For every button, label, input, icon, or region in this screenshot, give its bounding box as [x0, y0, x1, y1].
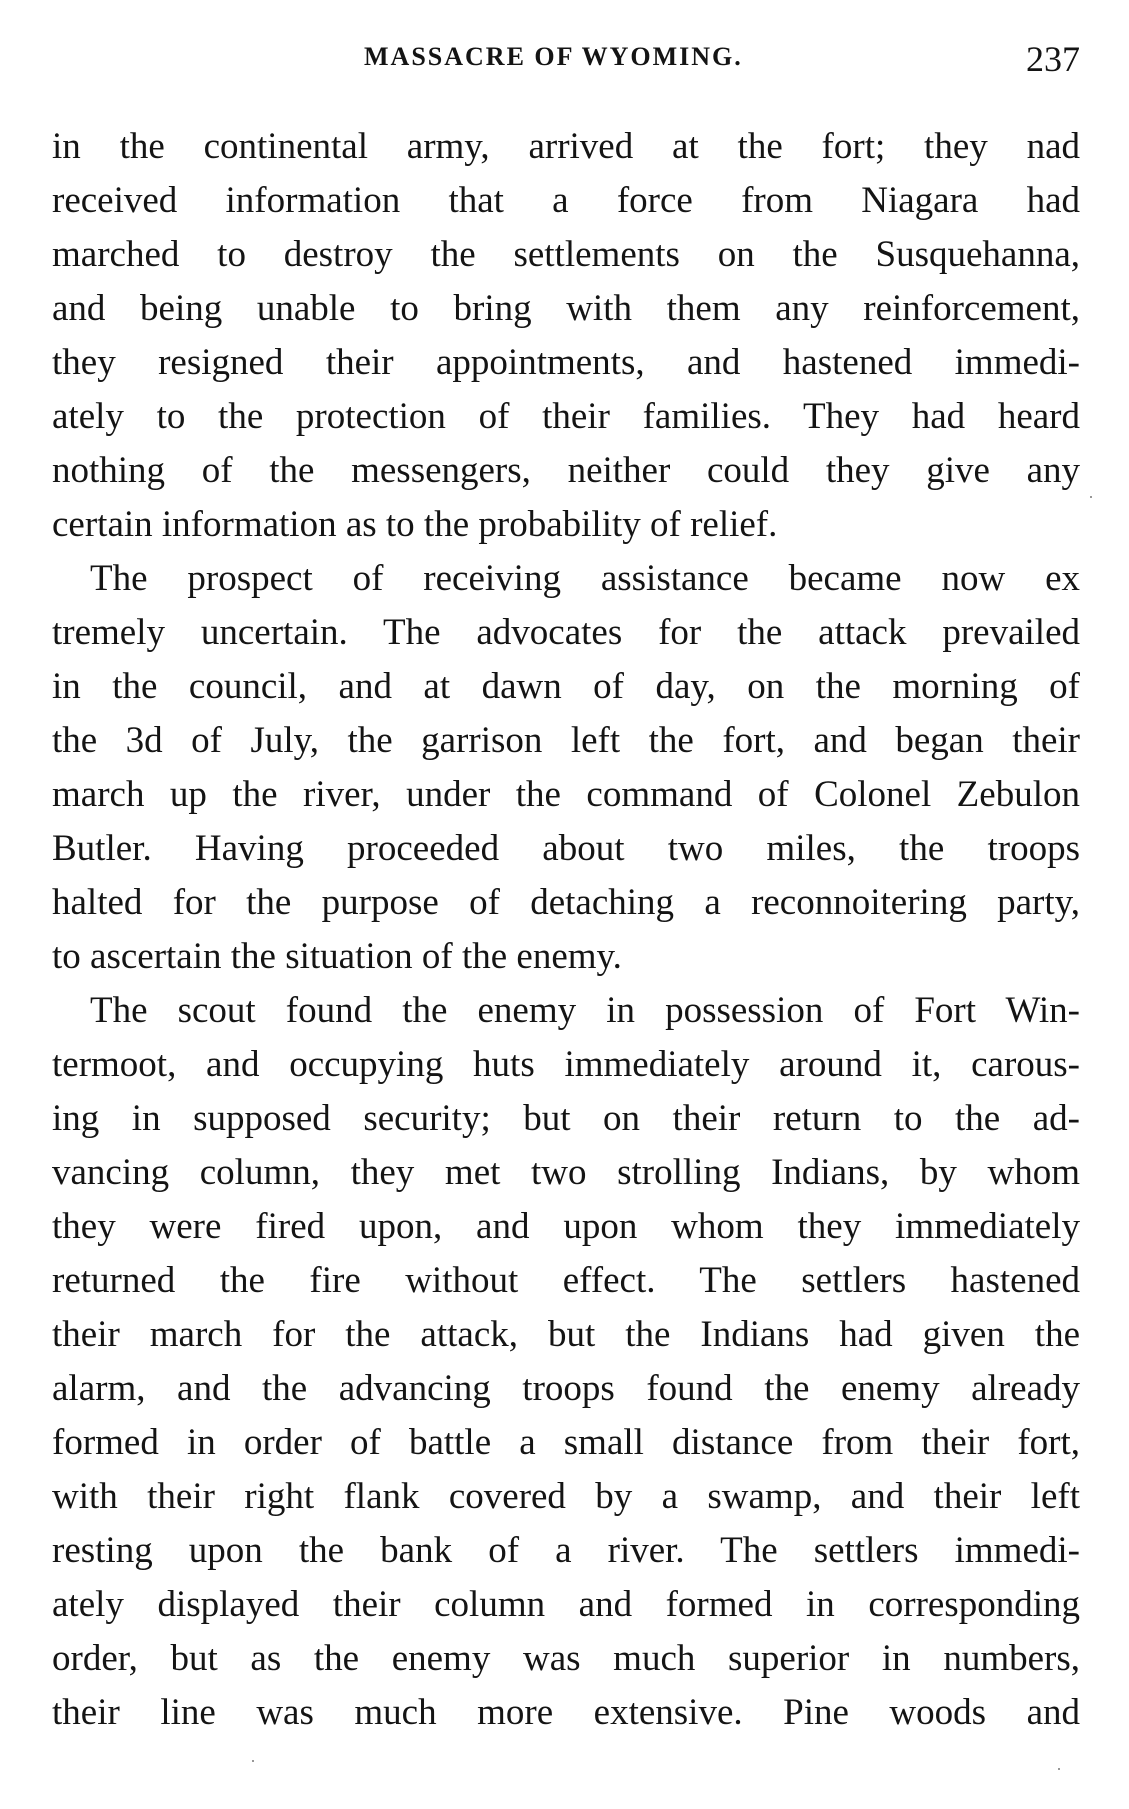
paragraph	[52, 984, 1080, 1740]
text-line: to ascertain the situation of the enemy.	[52, 936, 622, 977]
text-line: the 3d of July, the garrison left the fort, and began their	[52, 720, 1080, 761]
paper-speck	[1090, 496, 1092, 498]
text-line: returned the fire without effect. The settlers hastened	[52, 1260, 1080, 1301]
text-line: march up the river, under the command of Colonel Zebulon	[52, 774, 1080, 815]
running-title: MASSACRE OF WYOMING.	[364, 42, 743, 71]
text-line: they were fired upon, and upon whom they immediately	[52, 1206, 1080, 1247]
text-line: in the council, and at dawn of day, on the morning of	[52, 666, 1080, 707]
text-line: they resigned their appointments, and hastened immedi-	[52, 342, 1080, 383]
text-line: with their right flank covered by a swamp, and their left	[52, 1476, 1080, 1517]
text-line: halted for the purpose of detaching a reconnoitering party,	[52, 882, 1080, 923]
text-line: ately displayed their column and formed in corresponding	[52, 1584, 1080, 1625]
text-line: The scout found the enemy in possession of Fort Win-	[90, 990, 1080, 1031]
text-line: ately to the protection of their families. They had heard	[52, 396, 1080, 437]
text-line: The prospect of receiving assistance became now ex	[90, 558, 1080, 599]
text-line: tremely uncertain. The advocates for the attack prevailed	[52, 612, 1080, 653]
paragraph	[52, 552, 1080, 984]
text-line: certain information as to the probability of relief.	[52, 504, 778, 545]
body-text	[52, 120, 1080, 1740]
text-line: and being unable to bring with them any reinforcement,	[52, 288, 1080, 329]
text-line: nothing of the messengers, neither could they give any	[52, 450, 1080, 491]
text-line: vancing column, they met two strolling Indians, by whom	[52, 1152, 1080, 1193]
text-line: Butler. Having proceeded about two miles, the troops	[52, 828, 1080, 869]
paper-speck	[252, 1760, 254, 1762]
text-line: ing in supposed security; but on their return to the ad-	[52, 1098, 1080, 1139]
text-line: order, but as the enemy was much superior in numbers,	[52, 1638, 1080, 1679]
page-header	[52, 38, 1080, 90]
paper-speck	[1058, 1768, 1060, 1770]
text-line: their march for the attack, but the Indians had given the	[52, 1314, 1080, 1355]
paragraph	[52, 120, 1080, 552]
text-line: termoot, and occupying huts immediately around it, carous-	[52, 1044, 1080, 1085]
text-line: resting upon the bank of a river. The settlers immedi-	[52, 1530, 1080, 1571]
text-line: received information that a force from Niagara had	[52, 180, 1080, 221]
text-line: marched to destroy the settlements on the Susquehanna,	[52, 234, 1080, 275]
text-line: in the continental army, arrived at the fort; they nad	[52, 126, 1080, 167]
text-line: their line was much more extensive. Pine woods and	[52, 1692, 1080, 1733]
page-number: 237	[1026, 39, 1080, 79]
text-line: alarm, and the advancing troops found the enemy already	[52, 1368, 1080, 1409]
text-line: formed in order of battle a small distance from their fort,	[52, 1422, 1080, 1463]
